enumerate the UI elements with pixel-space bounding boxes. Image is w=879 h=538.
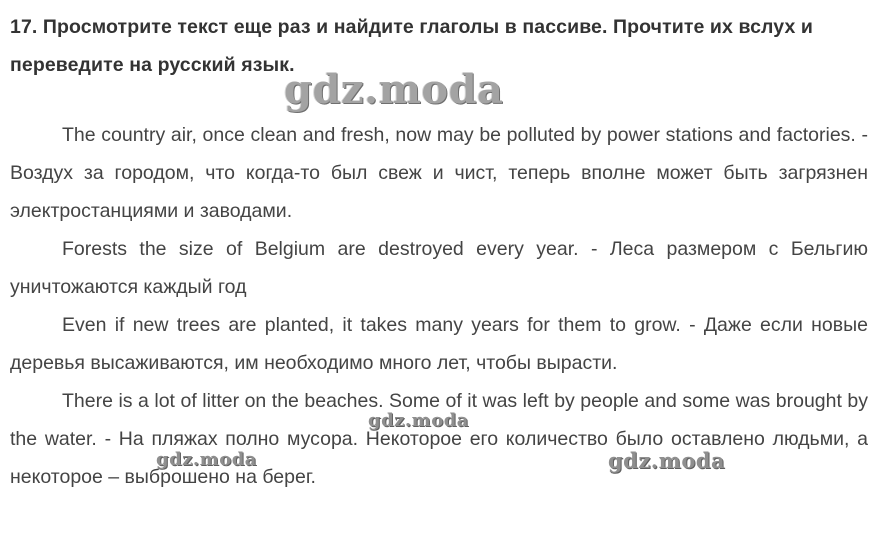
task-heading: 17. Просмотрите текст еще раз и найдите глаголы в пассиве. Прочтите их вслух и переведите на русский язык. (10, 16, 813, 76)
watermark-overlay-2: gdz.moda (156, 449, 257, 470)
paragraph-2: Forests the size of Belgium are destroyed every year. - Леса размером с Бельгию уничтожаются каждый год (10, 238, 868, 298)
watermark-overlay-1: gdz.moda (368, 410, 469, 431)
paragraph-3: Even if new trees are planted, it takes many years for them to grow. - Даже если новые деревья высаживаются, им необходимо много лет, чтобы вырасти. (10, 314, 868, 374)
watermark-overlay-3: gdz.moda (608, 448, 726, 473)
paragraph-4: There is a lot of litter on the beaches. Some of it was left by people and some was brought by the water. - На пляжах полно мусора. Некоторое его количество было оставлено людьми, а некоторое – выброшено на берег. (10, 390, 868, 488)
task-answer-text (10, 116, 868, 496)
watermark-logo: gdz.moda (284, 66, 504, 113)
paragraph-1: The country air, once clean and fresh, now may be polluted by power stations and factories. - Воздух за городом, что когда-то был свеж и чист, теперь вполне может быть загрязнен электростанциями и заводами. (10, 124, 868, 222)
